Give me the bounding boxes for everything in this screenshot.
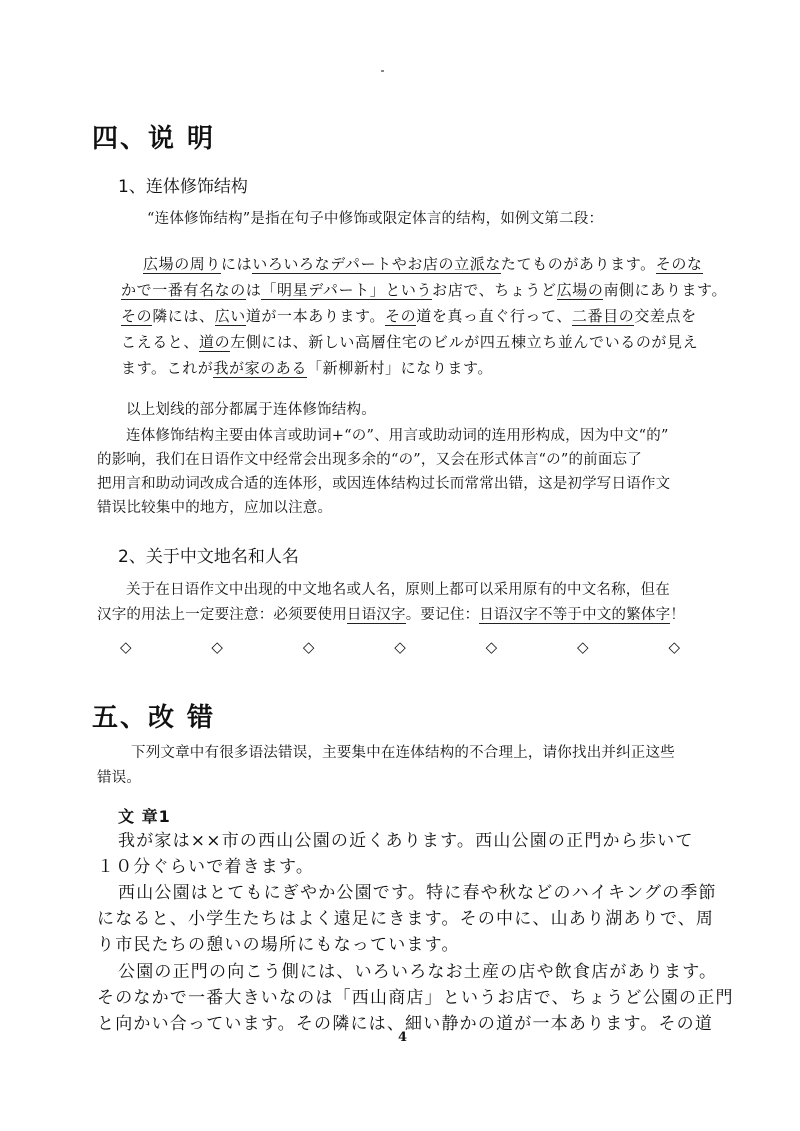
underlined-phrase: その <box>385 307 417 325</box>
article-line-3: 西山公園はとてもにぎやか公園です。特に春や秋などのハイキングの季節 <box>118 883 717 903</box>
article-line-8: と向かい合っています。その隣には、細い静かの道が一本あります。その道 <box>97 1014 714 1034</box>
intro-text: “连体修饰结构”是指在句子中修饰或限定体言的结构，如例文第二段： <box>147 211 604 227</box>
underlined-phrase: 「明星デパート」という <box>261 281 433 299</box>
para2-line-2 <box>97 603 685 624</box>
text-segment: お店で、ちょうど <box>432 281 557 299</box>
text-segment: 交差点を <box>634 307 697 325</box>
example-line-1 <box>143 253 703 274</box>
article-line-1: 我が家は××市の西山公園の近くあります。西山公園の正門から歩いて <box>118 831 694 851</box>
underlined-phrase: 広い <box>214 307 246 325</box>
example-line-3 <box>121 305 697 326</box>
article-title: 文 章1 <box>118 807 171 826</box>
underlined-phrase: かで一番有名なの <box>121 281 246 299</box>
text-segment: は <box>245 281 262 299</box>
diamond-icon: ◇ <box>120 638 132 656</box>
article-line-7: そのなかで一番大きいなのは「西山商店」というお店で、ちょうど公園の正門 <box>97 988 734 1008</box>
underlined-phrase: 日语汉字不等于中文的繁体字 <box>479 607 671 623</box>
underlined-phrase: 広場の周り <box>143 255 222 273</box>
underlined-phrase: いろいろなデパートやお店の立派な <box>252 255 501 273</box>
section5-intro-2: 错误。 <box>97 770 142 786</box>
text-segment: こえると、 <box>121 333 200 351</box>
text-segment: ます。これが <box>121 359 214 377</box>
example-line-2 <box>121 279 727 300</box>
para2-line-1: 关于在日语作文中出现的中文地名或人名，原则上都可以采用原有的中文名称，但在 <box>126 582 670 598</box>
page-number: 4 <box>398 1030 408 1045</box>
underlined-phrase: 二番目の <box>571 307 635 325</box>
underlined-phrase: 道の <box>199 333 231 351</box>
text-segment: 。要记住： <box>405 607 480 623</box>
text-segment: 道を真っ直ぐ行って、 <box>416 307 572 325</box>
text-segment: たてものがあります。 <box>500 255 656 273</box>
underlined-phrase: 広場の <box>556 281 604 299</box>
text-segment: には <box>221 255 253 273</box>
text-segment: 汉字的用法上一定要注意：必须要使用 <box>97 607 347 623</box>
text-segment: 南側にあります。 <box>603 281 728 299</box>
diamond-icon: ◇ <box>302 638 315 656</box>
article-line-2: １０分ぐらいで着きます。 <box>97 857 315 877</box>
text-segment: 左側には、新しい高層住宅のビルが四五棟立ち並んでいるのが見え <box>230 333 699 351</box>
article-line-4: になると、小学生たちはよく遠足にきます。その中に、山あり湖ありで、周 <box>97 909 715 929</box>
example-line-5 <box>121 357 493 378</box>
text-segment: 道が一本あります。 <box>245 307 386 325</box>
diamond-divider <box>120 638 680 656</box>
para-line-4: 错误比较集中的地方，应加以注意。 <box>97 500 333 516</box>
underlined-phrase: そのな <box>655 255 703 273</box>
section5-title: 五、改 错 <box>92 703 216 733</box>
diamond-icon: ◇ <box>211 638 223 656</box>
underline-note: 以上划线的部分都属于连体修饰结构。 <box>126 402 376 418</box>
example-line-4 <box>121 331 698 352</box>
para-line-1: 连体修饰结构主要由体言或助词+“の”、用言或助动词的连用形构成，因为中文“的” <box>126 428 669 444</box>
diamond-icon: ◇ <box>577 638 589 656</box>
text-segment: 隣には、 <box>152 307 215 325</box>
text-segment: ！ <box>670 607 686 623</box>
diamond-icon: ◇ <box>394 638 406 656</box>
underlined-phrase: 我が家のある <box>213 359 308 377</box>
diamond-icon: ◇ <box>668 638 680 656</box>
section5-intro-1: 下列文章中有很多语法错误，主要集中在连体结构的不合理上，请你找出并纠正这些 <box>131 745 675 761</box>
para-line-3: 把用言和助动词改成合适的连体形，或因连体结构过长而常常出错，这是初学写日语作文 <box>97 476 671 492</box>
article-line-6: 公園の正門の向こう側には、いろいろなお土産の店や飲食店があります。 <box>118 962 718 982</box>
subsection2-title: 2、关于中文地名和人名 <box>118 547 299 567</box>
section4-title: 四、说 明 <box>92 124 216 154</box>
underlined-phrase: 日语汉字 <box>346 607 406 623</box>
article-line-5: り市民たちの憩いの場所にもなっています。 <box>97 935 460 955</box>
para-line-2: 的影响，我们在日语作文中经常会出现多余的“の”，又会在形式体言“の”的前面忘了 <box>97 452 642 468</box>
underlined-phrase: その <box>121 307 153 325</box>
diamond-icon: ◇ <box>485 638 498 656</box>
text-segment: 「新柳新村」になります。 <box>307 359 494 377</box>
scan-speck <box>381 70 384 72</box>
subsection1-title: 1、连体修饰结构 <box>118 177 248 197</box>
